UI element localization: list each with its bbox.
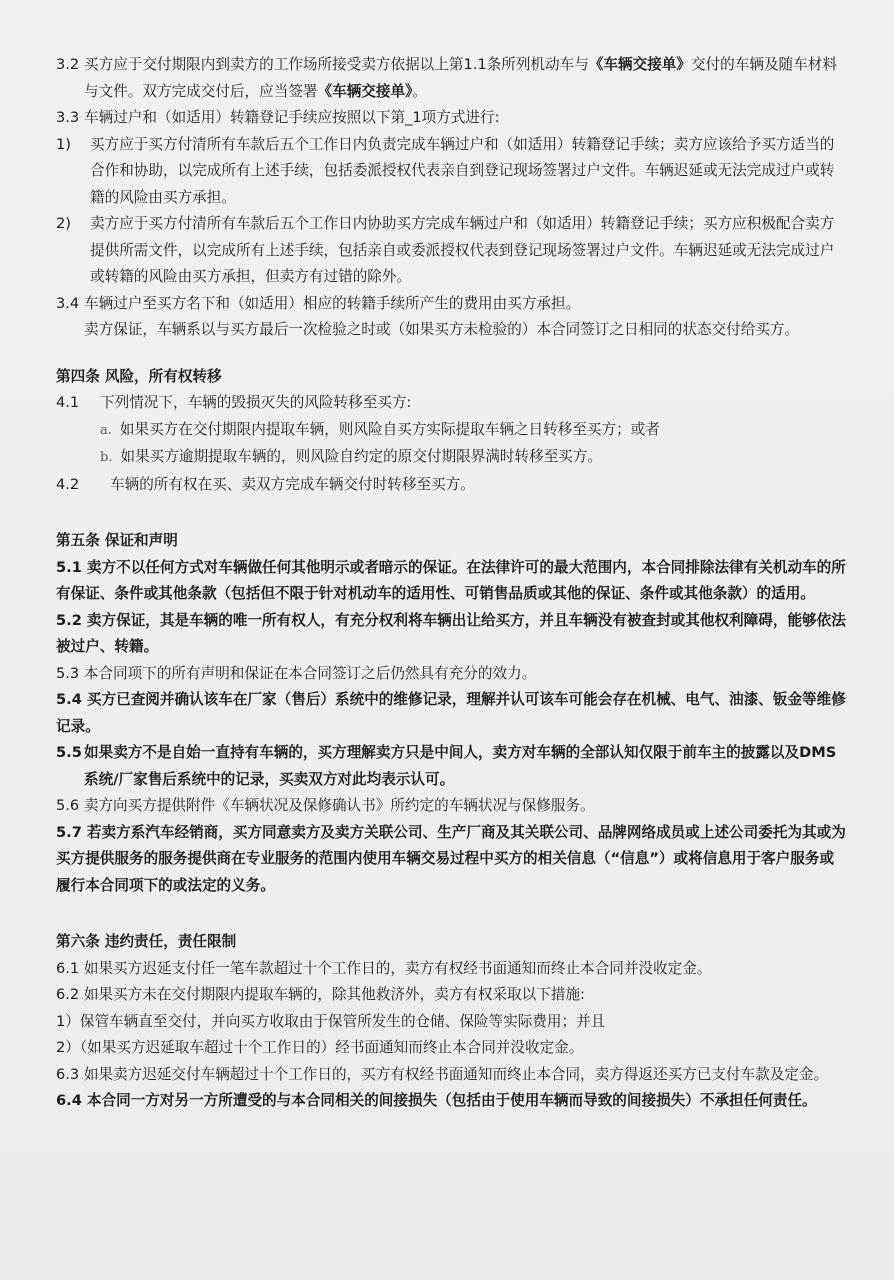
clause-number: 3.4 <box>56 294 80 312</box>
clause-4-1-a <box>56 417 846 445</box>
clause-number: 4.1 <box>56 394 80 411</box>
clause-text: 买方应于交付期限内到卖方的工作场所接受卖方依据以上第1.1条所列机动车与 <box>84 56 589 73</box>
option-number: 1) <box>56 135 71 153</box>
clause-5-1: 5.1 卖方不以任何方式对车辆做任何其他明示或者暗示的保证。在法律许可的最大范围内，本合同排除法律有关机动车的所有保证、条件或其他条款（包括但不限于针对机动车的适用性、可销售品质或其他的保证、条件或其他条款）的适用。 <box>56 558 846 602</box>
clause-3-2 <box>56 52 846 105</box>
clause-5-7: 5.7 若卖方系汽车经销商，买方同意卖方及卖方关联公司、生产厂商及其关联公司、品牌网络成员或上述公司委托为其或为买方提供服务的服务提供商在专业服务的范围内使用车辆交易过程中买方的相关信息（“信息”）或将信息用于客户服务或履行本合同项下的或法定的义务。 <box>56 823 846 894</box>
option-2 <box>56 211 846 291</box>
clause-text: 下列情况下，车辆的毁损灭失的风险转移至买方: <box>100 394 412 411</box>
option-number: 2) <box>56 215 71 232</box>
article-6-heading: 第六条 违约责任，责任限制 <box>56 933 237 950</box>
clause-text: 车辆的所有权在买、卖双方完成车辆交付时转移至买方。 <box>110 475 475 493</box>
clause-emphasis: 《车辆交接单》 <box>317 82 413 100</box>
clause-text: 卖方保证，车辆系以与买方最后一次检验之时或（如果买方未检验的）本合同签订之日相同的状态交付给买方。 <box>84 321 800 338</box>
option-text: 买方应于买方付清所有车款后五个工作日内负责完成车辆过户和（如适用）转籍登记手续；卖方应该给予买方适当的合作和协助，以完成所有上述手续，包括委派授权代表亲自到登记现场签署过户文件。车辆迟延或无法完成过户或转籍的风险由买方承担。 <box>90 135 835 206</box>
clause-6-1: 6.1 如果买方迟延支付任一笔车款超过十个工作日的，卖方有权经书面通知而终止本合同并没收定金。 <box>56 959 712 977</box>
article-4-heading: 第四条 风险，所有权转移 <box>56 367 222 385</box>
clause-3-3 <box>56 105 846 132</box>
clause-number: 3.3 <box>56 109 80 126</box>
clause-6-2-1: 1）保管车辆直至交付，并向买方收取由于保管所发生的仓储、保险等实际费用；并且 <box>56 1012 606 1030</box>
clause-text: 交付的车辆及随车材料与文件。双方完成交付后，应当签署 <box>84 56 837 100</box>
clause-number: 3.2 <box>56 56 80 73</box>
clause-6-2: 6.2 如果买方未在交付期限内提取车辆的，除其他救济外，卖方有权采取以下措施: <box>56 986 585 1003</box>
clause-4-2 <box>56 472 846 499</box>
clause-6-4: 6.4 本合同一方对另一方所遭受的与本合同相关的间接损失（包括由于使用车辆而导致的间接损失）不承担任何责任。 <box>56 1092 817 1109</box>
clause-3-4-guarantee <box>56 317 846 344</box>
item-text: 如果买方逾期提取车辆的，则风险自约定的原交付期限界满时转移至买方。 <box>120 448 603 465</box>
clause-number: 4.2 <box>56 475 80 493</box>
clause-emphasis: 《车辆交接单》 <box>588 56 691 73</box>
article-5-heading: 第五条 保证和声明 <box>56 532 178 549</box>
clause-5-4: 5.4 买方已查阅并确认该车在厂家（售后）系统中的维修记录，理解并认可该车可能会存在机械、电气、油漆、钣金等维修记录。 <box>56 691 846 735</box>
item-marker: a. <box>100 422 112 438</box>
clause-4-1 <box>56 390 846 417</box>
clause-6-3: 6.3 如果卖方迟延交付车辆超过十个工作日的，买方有权经书面通知而终止本合同，卖方得返还买方已支付车款及定金。 <box>56 1065 829 1083</box>
clause-text: 。 <box>412 82 427 100</box>
clause-4-1-b <box>56 444 846 472</box>
clause-6-2-2: 2）（如果买方迟延取车超过十个工作日的）经书面通知而终止本合同并没收定金。 <box>56 1039 584 1056</box>
option-text: 卖方应于买方付清所有车款后五个工作日内协助买方完成车辆过户和（如适用）转籍登记手续；买方应积极配合卖方提供所需文件，以完成所有上述手续，包括亲自或委派授权代表到登记现场签署过户文件。车辆迟延或无法完成过户或转籍的风险由买方承担，但卖方有过错的除外。 <box>90 215 835 285</box>
clause-5-3: 5.3 本合同项下的所有声明和保证在本合同签订之后仍然具有充分的效力。 <box>56 664 537 682</box>
item-text: 如果买方在交付期限内提取车辆，则风险自买方实际提取车辆之日转移至买方；或者 <box>119 420 660 438</box>
clause-3-4 <box>56 291 846 318</box>
clause-5-2: 5.2 卖方保证，其是车辆的唯一所有权人，有充分权利将车辆出让给买方，并且车辆没有被查封或其他权利障碍，能够依法被过户、转籍。 <box>56 611 846 655</box>
clause-5-5 <box>56 740 846 793</box>
clause-text: 车辆过户和（如适用）转籍登记手续应按照以下第_1项方式进行: <box>84 109 500 126</box>
clause-5-6: 5.6 卖方向买方提供附件《车辆状况及保修确认书》所约定的车辆状况与保修服务。 <box>56 797 595 814</box>
item-marker: b. <box>100 450 113 465</box>
clause-text: 车辆过户至买方名下和（如适用）相应的转籍手续所产生的费用由买方承担。 <box>84 294 581 312</box>
clause-number: 5.5 <box>56 744 82 761</box>
option-1 <box>56 132 846 212</box>
clause-text: 如果卖方不是自始一直持有车辆的，买方理解卖方只是中间人，卖方对车辆的全部认知仅限于前车主的披露以及DMS系统/厂家售后系统中的记录，买卖双方对此均表示认可。 <box>84 744 837 788</box>
document-body <box>56 52 846 1115</box>
